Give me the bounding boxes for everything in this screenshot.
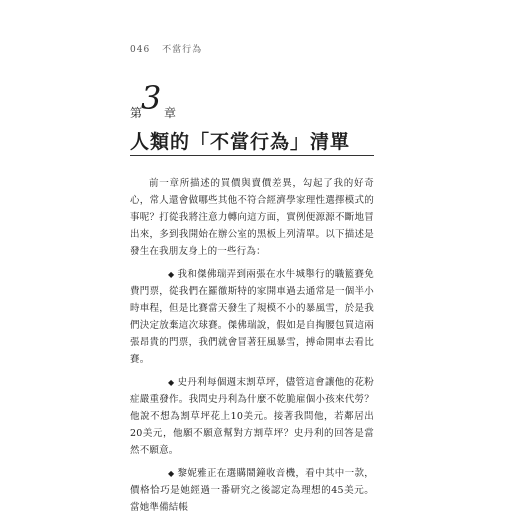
bullet-diamond-icon: ◆ <box>168 469 175 478</box>
paragraph-bullet-2 <box>130 374 374 459</box>
chapter-title: 人類的「不當行為」清單 <box>130 131 351 153</box>
paragraph-bullet-3 <box>130 465 374 516</box>
bullet-diamond-icon: ◆ <box>168 270 175 279</box>
paragraph-text: 我和傑佛瑞弄到兩張在水牛城舉行的職籃賽免費門票，從我們在羅徹斯特的家開車過去通常是一個半小時車程，但是比賽當天發生了規模不小的暴風雪，於是我們決定放棄這次球賽。傑佛瑞說，假如是自掏腰包買這兩張昂貴的門票，我們就會冒著狂風暴雪，搏命開車去看比賽。 <box>130 269 374 365</box>
chapter-label-prefix: 第 <box>130 106 143 120</box>
paragraph-text: 史丹利每個週末割草坪，儘管這會讓他的花粉症嚴重發作。我問史丹利為什麼不乾脆雇個小孩來代勞？他說不想為割草坪花上10美元。接著我問他，若鄰居出20美元，他願不願意幫對方割草坪？史丹利的回答是當然不願意。 <box>130 377 374 456</box>
page-number: 046 <box>130 45 151 55</box>
paragraph-text: 前一章所描述的買價與賣價差異，勾起了我的好奇心，常人還會做哪些其他不符合經濟學家理性選擇模式的事呢？打從我將注意力轉向這方面，實例便源源不斷地冒出來，多到我開始在辦公室的黑板上列清單。以下描述是發生在我朋友身上的一些行為： <box>130 178 374 257</box>
running-head-title: 不當行為 <box>162 45 203 55</box>
paragraph-bullet-1 <box>130 266 374 368</box>
title-divider <box>130 155 374 156</box>
chapter-label-suffix: 章 <box>164 106 177 120</box>
body-text <box>130 175 374 516</box>
chapter-number: 3 <box>141 79 162 117</box>
bullet-diamond-icon: ◆ <box>168 378 175 387</box>
paragraph-intro <box>130 175 374 260</box>
paragraph-text: 黎妮雅正在選購鬧鐘收音機，看中其中一款，價格恰巧是她經過一番研究之後認定為理想的45美元。當她準備結帳 <box>130 468 374 513</box>
running-head <box>130 42 202 55</box>
